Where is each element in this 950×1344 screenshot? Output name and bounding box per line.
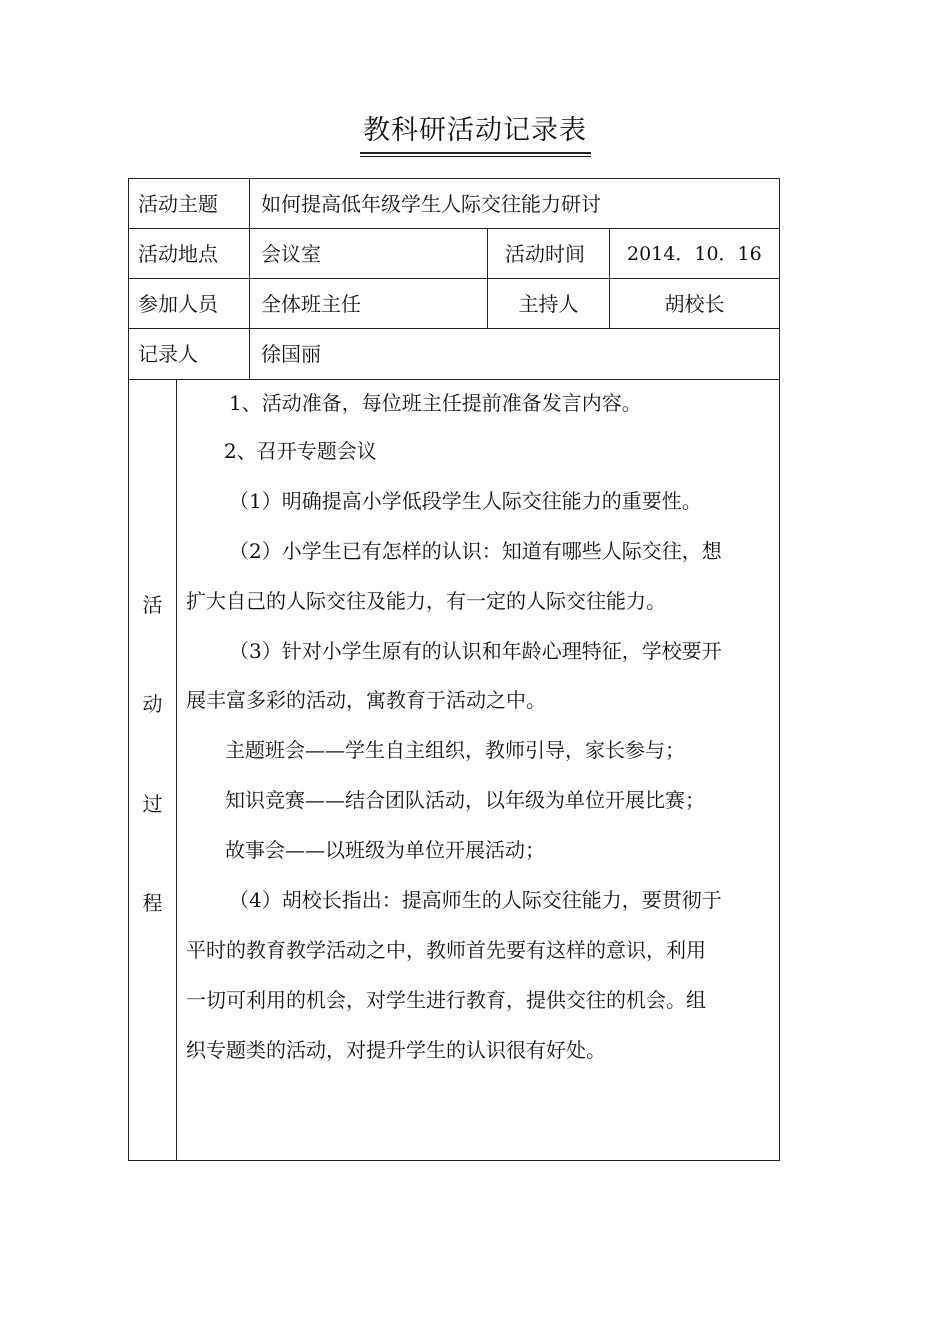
host-label: 主持人 [518, 291, 579, 316]
recorder-label: 记录人 [138, 342, 198, 366]
process-line: 主题班会——学生自主组织，教师引导，家长参与； [225, 738, 685, 762]
location-value: 会议室 [261, 241, 321, 266]
table-border-bottom [128, 1160, 780, 1161]
recorder-value: 徐国丽 [261, 342, 321, 366]
process-label-char: 程 [142, 891, 163, 915]
process-line: （1）明确提高小学低段学生人际交往能力的重要性。 [229, 489, 702, 513]
table-row-divider [128, 328, 780, 329]
process-line: （4）胡校长指出：提高师生的人际交往能力，要贯彻于 [229, 888, 722, 912]
process-label-char: 动 [142, 692, 163, 716]
date-label: 活动时间 [505, 241, 585, 266]
table-col-divider [249, 178, 250, 379]
table-border-left [128, 178, 129, 1161]
process-label-char: 活 [142, 593, 163, 617]
process-label-char: 过 [142, 792, 163, 816]
topic-label: 活动主题 [138, 191, 218, 216]
participants-value: 全体班主任 [261, 291, 361, 316]
process-line: 平时的教育教学活动之中，教师首先要有这样的意识，利用 [186, 938, 706, 962]
process-line: 故事会——以班级为单位开展活动； [225, 838, 545, 862]
host-value: 胡校长 [664, 291, 725, 316]
process-line: 知识竞赛——结合团队活动，以年级为单位开展比赛； [225, 788, 705, 812]
process-line: 展丰富多彩的活动，寓教育于活动之中。 [186, 688, 546, 712]
participants-label: 参加人员 [138, 291, 218, 316]
table-col-divider [176, 379, 177, 1161]
process-line: （3）针对小学生原有的认识和年龄心理特征，学校要开 [229, 639, 722, 663]
date-value: 2014．10．16 [627, 242, 762, 265]
process-line: 扩大自己的人际交往及能力，有一定的人际交往能力。 [186, 589, 666, 613]
process-line: 1、活动准备，每位班主任提前准备发言内容。 [229, 391, 642, 415]
process-line: 2、召开专题会议 [224, 439, 377, 463]
location-label: 活动地点 [138, 241, 218, 266]
topic-value: 如何提高低年级学生人际交往能力研讨 [261, 191, 601, 216]
process-line: （2）小学生已有怎样的认识：知道有哪些人际交往，想 [229, 539, 722, 563]
document-title: 教科研活动记录表 [363, 115, 587, 146]
title-double-underline [360, 152, 591, 157]
process-line: 一切可利用的机会，对学生进行教育，提供交往的机会。组 [186, 988, 706, 1012]
process-line: 织专题类的活动，对提升学生的认识很有好处。 [186, 1038, 606, 1062]
